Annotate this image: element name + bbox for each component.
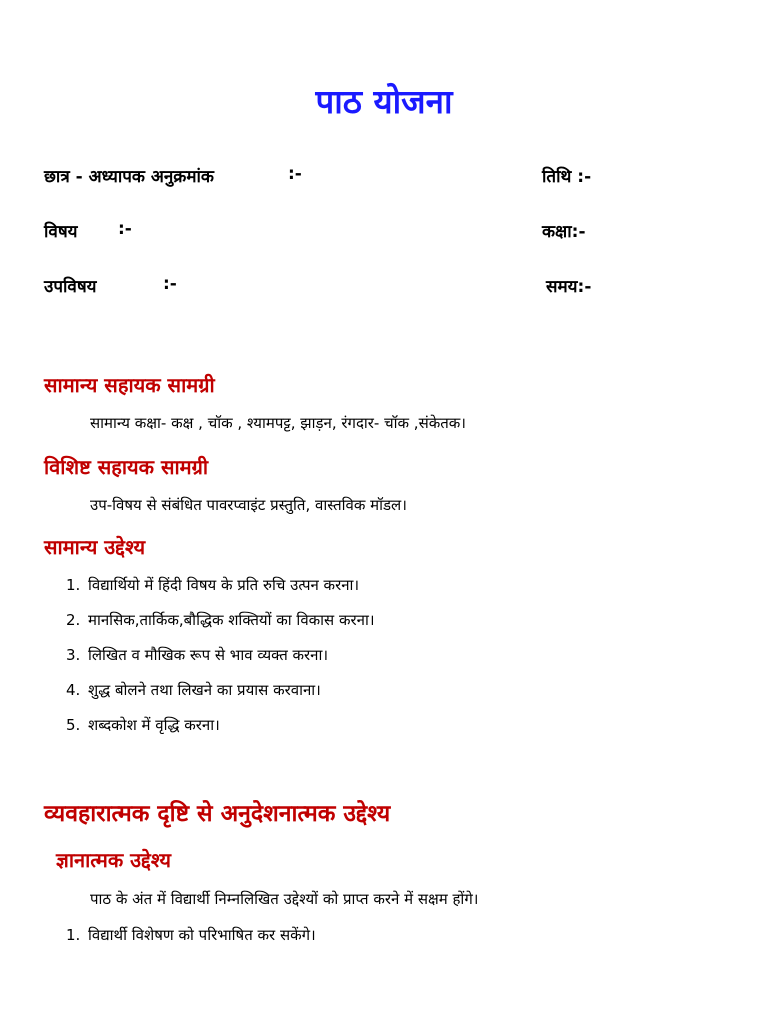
special-material-heading: विशिष्ट सहायक सामग्री <box>44 455 209 479</box>
list-item-number: 3. <box>66 646 81 664</box>
list-item-text: लिखित व मौखिक रूप से भाव व्यक्त करना। <box>88 646 329 664</box>
general-material-text: सामान्य कक्षा- कक्ष , चॉक , श्यामपट्ट, झाड़न, रंगदार- चॉक ,संकेतक। <box>90 414 466 432</box>
roll-number-separator: :- <box>288 164 302 184</box>
subject-separator: :- <box>118 219 132 239</box>
date-label: तिथि :- <box>542 167 592 187</box>
list-item <box>66 677 375 712</box>
list-item-text: शुद्ध बोलने तथा लिखने का प्रयास करवाना। <box>88 681 321 699</box>
page-title: पाठ योजना <box>315 82 453 121</box>
subject-label: विषय <box>44 222 78 242</box>
behavioral-objectives-item <box>66 925 316 945</box>
behavioral-objectives-intro: पाठ के अंत में विद्यार्थी निम्नलिखित उद्देश्यों को प्राप्त करने में सक्षम होंगे। <box>90 890 479 908</box>
behavioral-objectives-heading: व्यवहारात्मक दृष्टि से अनुदेशनात्मक उद्देश्य <box>44 801 391 827</box>
list-item-text: मानसिक,तार्किक,बौद्धिक शक्तियों का विकास करना। <box>88 611 375 629</box>
list-item <box>66 572 375 607</box>
special-material-text: उप-विषय से संबंधित पावरप्वाइंट प्रस्तुति, वास्तविक मॉडल। <box>90 496 407 514</box>
cognitive-objectives-subheading: ज्ञानात्मक उद्देश्य <box>56 848 171 872</box>
list-item-number: 5. <box>66 716 81 734</box>
general-material-heading: सामान्य सहायक सामग्री <box>44 373 215 397</box>
roll-number-label: छात्र - अध्यापक अनुक्रमांक <box>44 167 214 187</box>
list-item-number: 1. <box>66 926 81 944</box>
subtopic-separator: :- <box>163 274 177 294</box>
list-item <box>66 607 375 642</box>
list-item-text: विद्यार्थी विशेषण को परिभाषित कर सकेंगे। <box>88 926 316 944</box>
list-item-number: 4. <box>66 681 81 699</box>
general-objectives-list <box>66 572 375 747</box>
time-label: समय:- <box>546 277 592 297</box>
list-item-number: 2. <box>66 611 81 629</box>
list-item-text: विद्यार्थियो में हिंदी विषय के प्रति रुचि उत्पन करना। <box>88 576 360 594</box>
list-item <box>66 642 375 677</box>
general-objectives-heading: सामान्य उद्देश्य <box>44 535 146 559</box>
subtopic-label: उपविषय <box>44 277 97 297</box>
list-item <box>66 712 375 747</box>
class-label: कक्षा:- <box>542 222 586 242</box>
list-item-text: शब्दकोश में वृद्धि करना। <box>88 716 220 734</box>
list-item-number: 1. <box>66 576 81 594</box>
